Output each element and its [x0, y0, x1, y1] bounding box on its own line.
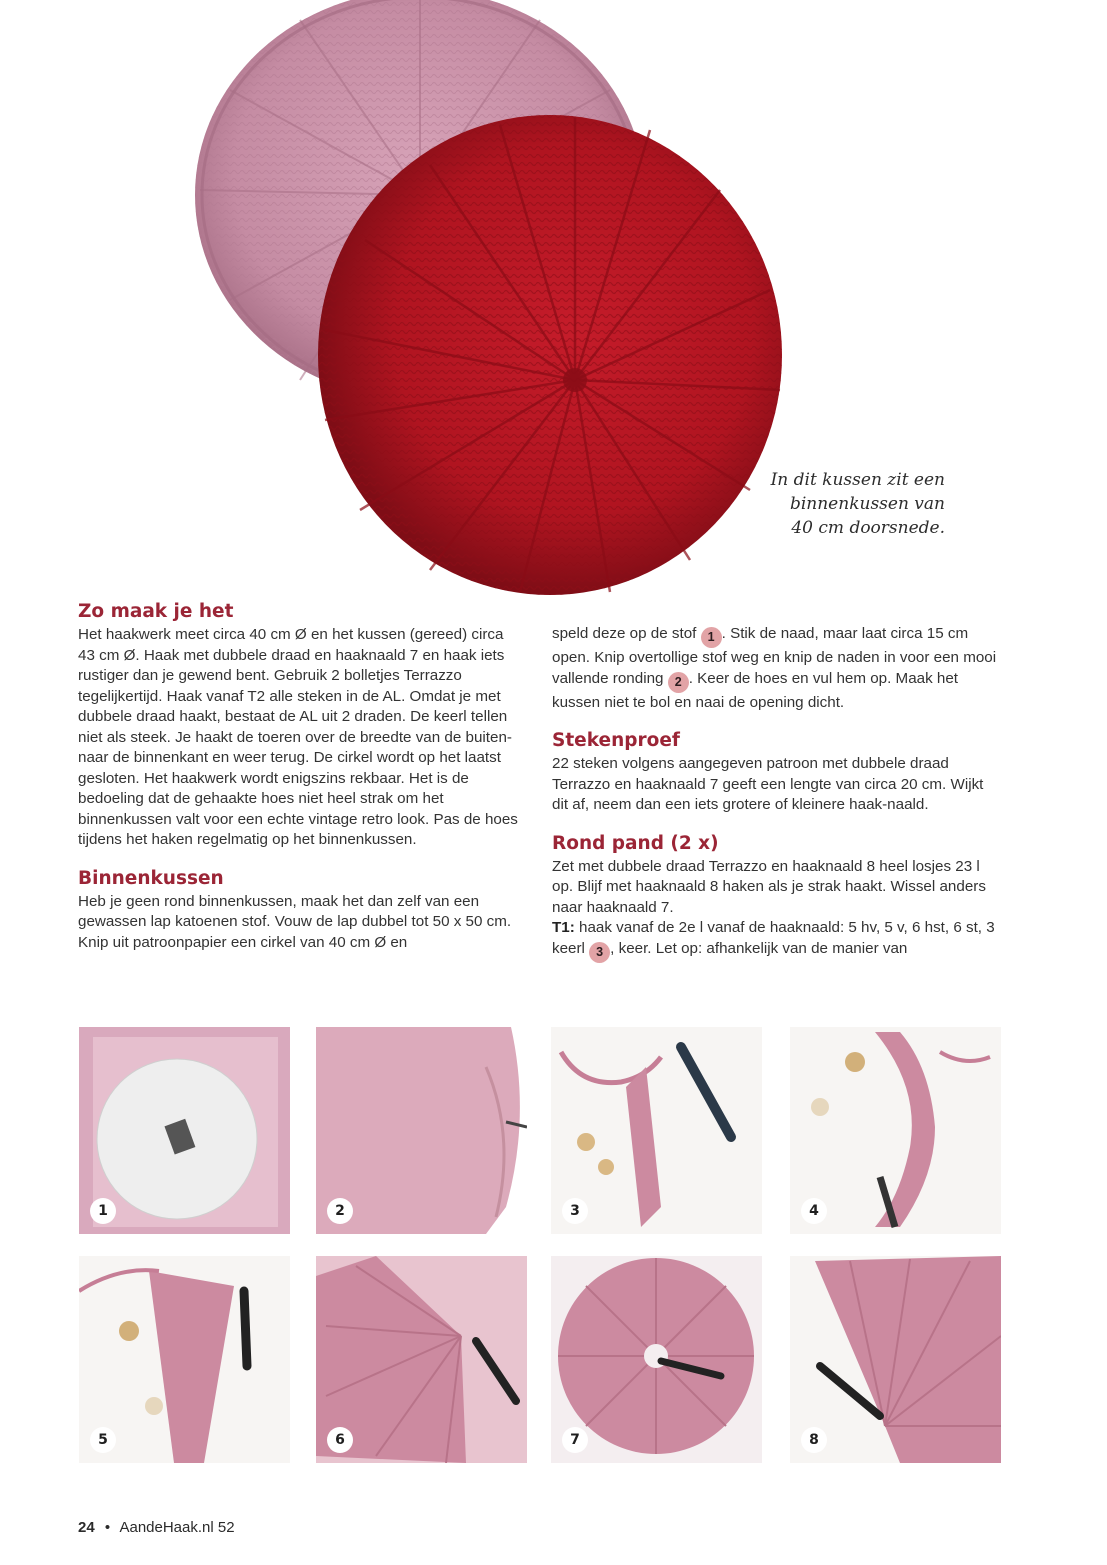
continuation-part-1: speld deze op de stof — [552, 625, 697, 642]
footer-bullet: • — [104, 1519, 111, 1536]
section-stekenproef — [552, 729, 1002, 816]
continuation-part-3: . Keer de hoes en vul hem op. Maak het kussen niet te bol en naai de opening dicht. — [552, 669, 959, 711]
text-t1 — [552, 918, 1002, 963]
step-photo-8 — [790, 1256, 1001, 1463]
text-binnenkussen: Heb je geen rond binnenkussen, maak het dan zelf van een gewassen lap katoenen stof. Vouw de lap dubbel tot 50 x 50 cm. Knip uit patroonpapier een cirkel van 40 cm Ø en — [78, 892, 512, 951]
t1-part-1: haak vanaf de 2e l vanaf de haaknaald: 5 hv, 5 v, 6 hst, 6 st, 3 keerl — [552, 919, 995, 957]
magazine-name: AandeHaak.nl 52 — [119, 1519, 235, 1536]
section-zo-maak — [78, 600, 523, 851]
photo-caption — [705, 468, 945, 540]
step-number-3: 3 — [562, 1198, 588, 1224]
heading-stekenproef: Stekenproef — [552, 730, 680, 751]
page-number: 24 — [78, 1519, 95, 1536]
step-photo-7 — [551, 1256, 762, 1463]
step-photo-3 — [551, 1027, 762, 1234]
step-number-1: 1 — [90, 1198, 116, 1224]
page-footer — [78, 1519, 235, 1536]
text-zo-maak: Het haakwerk meet circa 40 cm Ø en het kussen (gereed) circa 43 cm Ø. Haak met dubbele draad en haaknaald 7 en haak iets rustiger dan je gewend bent. Gebruik 2 bolletjes Terrazzo tegelijkertijd. Haak vanaf T2 alle steken in de AL. Omdat je met dubbele draad haakt, bestaat de AL uit 2 draden. De keerl tellen niet als steek. Je haakt de toeren over de breedte van de buiten- naar de binnenkant en weer terug. De cirkel wordt op het laatst gesloten. Het haakwerk wordt enigszins rekbaar. Het is de bedoeling dat de gehaakte hoes niet heel strak om het binnenkussen valt voor een echte vintage retro look. Pas de hoes tijdens het haken regelmatig op het binnenkussen. — [78, 626, 518, 848]
t1-part-2: , keer. Let op: afhankelijk van de manier van — [610, 939, 908, 957]
step-number-5: 5 — [90, 1427, 116, 1453]
hero-photo — [0, 0, 1107, 605]
caption-line-2: binnenkussen van — [789, 494, 945, 514]
step-number-7: 7 — [562, 1427, 588, 1453]
section-binnenkussen — [78, 867, 523, 954]
heading-rond-pand: Rond pand (2 x) — [552, 832, 719, 854]
heading-zo-maak: Zo maak je het — [78, 601, 234, 622]
step-photo-1 — [79, 1027, 290, 1234]
step-photo-6 — [316, 1256, 527, 1463]
text-continuation — [552, 624, 1002, 713]
continuation-part-2: . Stik de naad, maar laat circa 15 cm open. Knip overtollige stof weg en knip de naden in voor een mooi vallende ronding — [552, 625, 997, 687]
step-photo-4 — [790, 1027, 1001, 1234]
step-number-8: 8 — [801, 1427, 827, 1453]
step-number-4: 4 — [801, 1198, 827, 1224]
section-continuation — [552, 624, 1002, 713]
text-rond-pand: Zet met dubbele draad Terrazzo en haaknaald 8 heel losjes 23 l op. Blijf met haaknaald 8 haken als je strak haakt. Wissel anders naar haaknaald 7. — [552, 857, 986, 916]
step-photo-5 — [79, 1256, 290, 1463]
heading-binnenkussen: Binnenkussen — [78, 867, 224, 889]
step-photo-2 — [316, 1027, 527, 1234]
caption-line-3: 40 cm doorsnede. — [791, 518, 945, 538]
section-rond-pand — [552, 832, 1002, 963]
right-column — [552, 624, 1002, 979]
text-stekenproef: 22 steken volgens aangegeven patroon met dubbele draad Terrazzo en haaknaald 7 geeft een lengte van circa 20 cm. Wijkt dit af, neem dan een iets grotere of kleinere haak-naald. — [552, 755, 984, 813]
step-badge-2: 2 — [668, 672, 689, 693]
step-number-2: 2 — [327, 1198, 353, 1224]
step-badge-1: 1 — [701, 627, 722, 648]
step-number-6: 6 — [327, 1427, 353, 1453]
caption-line-1: In dit kussen zit een — [770, 470, 945, 490]
step-badge-3: 3 — [589, 942, 610, 963]
t1-label: T1: — [552, 919, 575, 936]
left-column — [78, 600, 523, 969]
